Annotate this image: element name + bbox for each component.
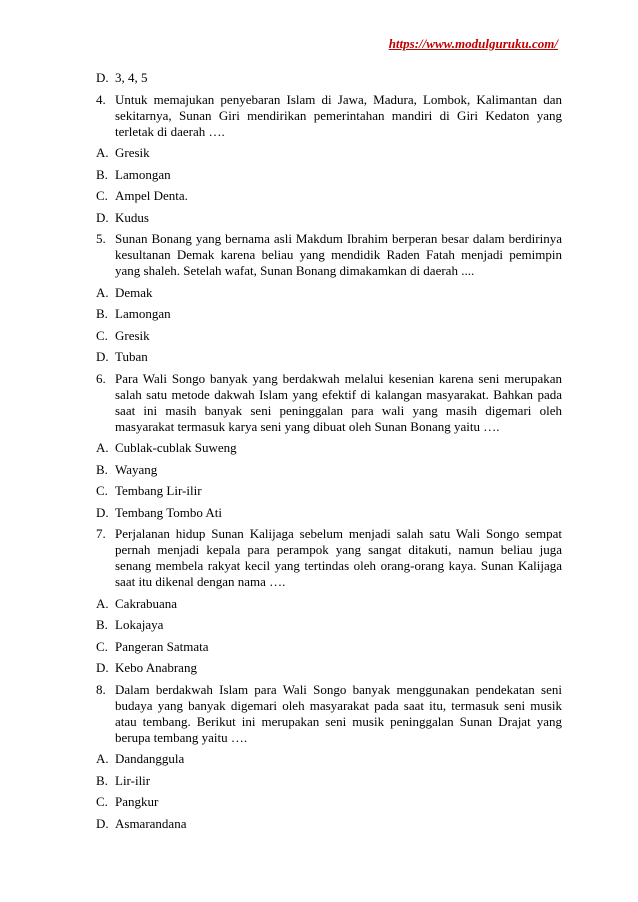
option-text: Lamongan [115,306,171,321]
option-letter: A. [96,595,109,611]
option-text: Tuban [115,349,148,364]
option-text: Cublak-cublak Suweng [115,440,237,455]
answer-option [96,617,562,633]
option-text: Cakrabuana [115,595,178,611]
option-letter: B. [96,306,108,321]
question-5 [96,231,562,279]
question-8 [96,682,562,746]
question-text: Perjalanan hidup Sunan Kalijaga sebelum menjadi salah satu Wali Songo sempat pernah menjadi kepala para perampok yang sangat ditakuti, namun beliau juga senang membela rakyat kecil yang tertindas oleh orang-orang kaya. Sunan Kalijaga saat itu dikenal dengan nama …. [115,526,562,589]
answer-option [96,328,562,344]
option-letter: B. [96,166,108,182]
question-number: 4. [96,91,106,107]
option-letter: C. [96,188,108,203]
question-number: 8. [96,681,106,697]
option-text: Pangeran Satmata [115,638,209,654]
answer-option [96,773,562,789]
option-text: Lamongan [115,166,171,182]
answer-option [96,440,562,456]
question-text: Untuk memajukan penyebaran Islam di Jawa, Madura, Lombok, Kalimantan dan sekitarnya, Sunan Giri mendirikan pemerintahan mandiri di Giri Kedaton yang terletak di daerah …. [115,91,562,139]
option-text: Asmarandana [115,815,187,831]
answer-option [96,483,562,499]
question-6 [96,371,562,435]
question-text: Para Wali Songo banyak yang berdakwah melalui kesenian karena seni merupakan salah satu metode dakwah Islam yang efektif di kalangan masyarakat. Bahkan pada saat ini masih banyak seni peninggalan para wali yang masih digemari oleh masyarakat termasuk karya seni yang dibuat oleh Sunan Bonang yaitu …. [115,370,562,434]
answer-option [96,349,562,365]
option-text: Tembang Lir-ilir [115,483,202,498]
option-letter: C. [96,794,108,809]
option-text: Gresik [115,327,150,343]
question-4 [96,92,562,140]
option-letter: A. [96,440,109,455]
option-text: Tembang Tombo Ati [115,504,222,520]
option-letter: A. [96,751,109,766]
answer-option [96,462,562,478]
option-letter: D. [96,70,109,85]
answer-option [96,70,562,86]
answer-option [96,816,562,832]
option-letter: B. [96,772,108,788]
option-letter: A. [96,145,109,160]
option-letter: D. [96,209,109,225]
answer-option [96,285,562,301]
question-list [96,70,562,837]
answer-option [96,751,562,767]
option-letter: C. [96,483,108,498]
option-letter: D. [96,815,109,831]
option-text: Ampel Denta. [115,188,188,203]
header-link[interactable]: https://www.modulguruku.com/ [388,36,558,51]
option-text: Kebo Anabrang [115,660,197,675]
option-letter: D. [96,349,109,364]
answer-option [96,639,562,655]
answer-option [96,145,562,161]
answer-option [96,660,562,676]
option-letter: B. [96,461,108,477]
option-letter: C. [96,327,108,343]
option-letter: D. [96,504,109,520]
answer-option [96,188,562,204]
option-text: Gresik [115,145,150,160]
option-text: Dandanggula [115,751,185,766]
option-letter: C. [96,638,108,654]
option-text: Lir-ilir [115,772,151,788]
answer-option [96,794,562,810]
question-text: Sunan Bonang yang bernama asli Makdum Ibrahim berperan besar dalam berdirinya kesultanan Demak karena beliau yang mendidik Raden Fatah menjadi pemimpin yang shaleh. Setelah wafat, Sunan Bonang dimakamkan di daerah .... [115,231,562,278]
option-letter: A. [96,284,109,300]
question-number: 5. [96,231,106,246]
option-text: Kudus [115,209,149,225]
answer-option [96,167,562,183]
question-number: 6. [96,370,106,386]
option-text: Demak [115,284,153,300]
question-text: Dalam berdakwah Islam para Wali Songo banyak menggunakan pendekatan seni budaya yang banyak digemari oleh masyarakat pada saat itu, termasuk seni musik atau tembang. Berikut ini merupakan seni musik peninggalan Sunan Drajat yang berupa tembang yaitu …. [115,681,562,745]
answer-option [96,596,562,612]
option-text: Pangkur [115,794,159,809]
question-number: 7. [96,526,106,541]
option-text: Lokajaya [115,617,164,632]
answer-option [96,505,562,521]
answer-option [96,306,562,322]
answer-option [96,210,562,226]
question-7 [96,526,562,590]
option-letter: D. [96,660,109,675]
option-letter: B. [96,617,108,632]
option-text: 3, 4, 5 [115,70,148,85]
option-text: Wayang [115,461,158,477]
